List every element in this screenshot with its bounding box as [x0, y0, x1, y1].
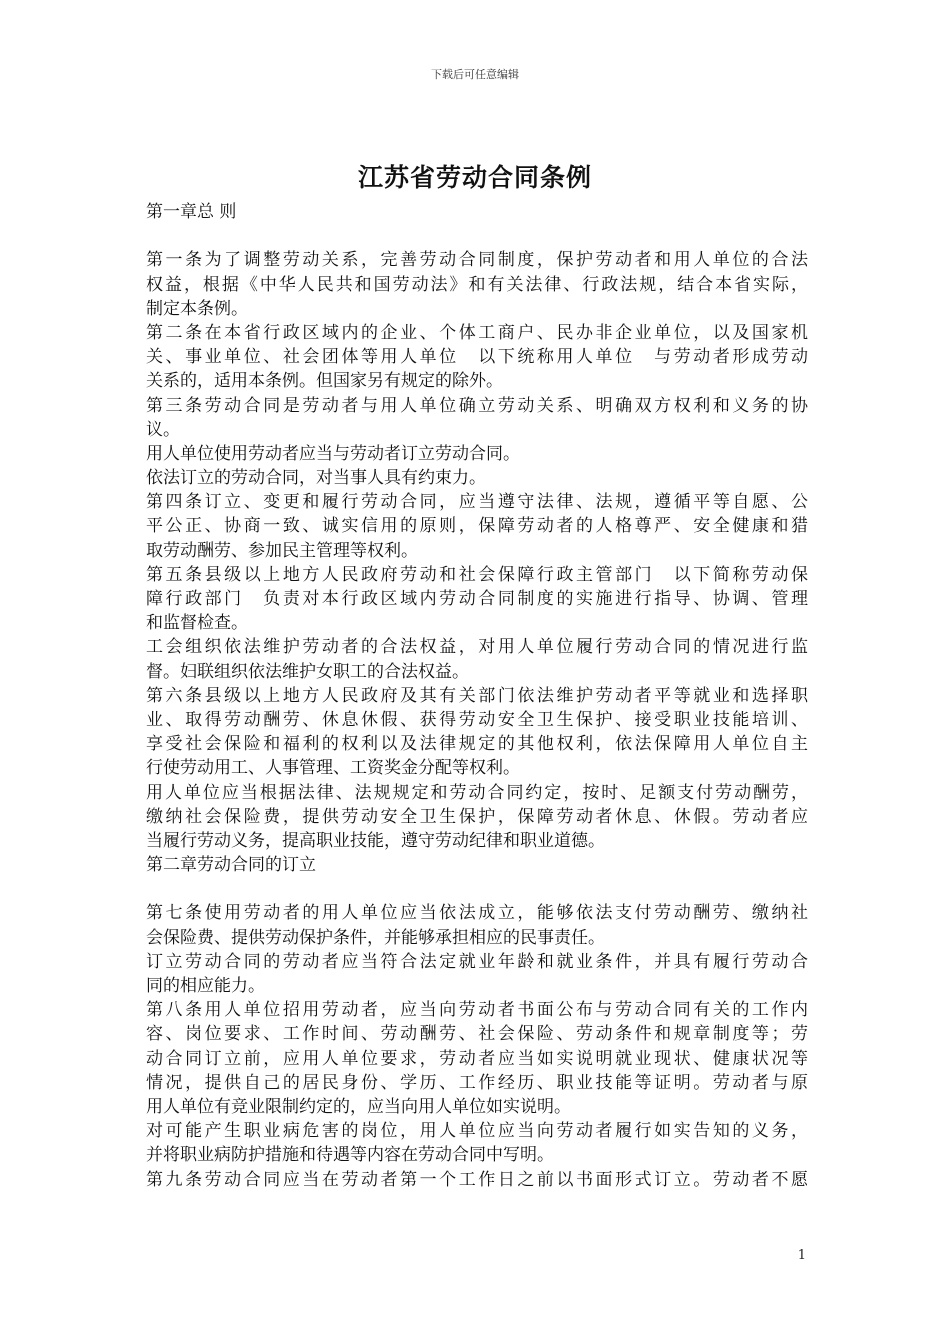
text-line: 同的相应能力。: [146, 976, 265, 996]
text-line: 第二条在本省行政区域内的企业、个体工商户、民办非企业单位，以及国家机: [146, 322, 808, 343]
text-line: 容、岗位要求、工作时间、劳动酬劳、社会保险、劳动条件和规章制度等；劳: [146, 1024, 808, 1045]
page-number: 1: [797, 1248, 806, 1263]
text-line: 依法订立的劳动合同，对当事人具有约束力。: [146, 468, 486, 489]
text-line: 动合同订立前，应用人单位要求，劳动者应当如实说明就业现状、健康状况等: [146, 1048, 808, 1069]
text-line: 第九条劳动合同应当在劳动者第一个工作日之前以书面形式订立。劳动者不愿: [146, 1169, 808, 1190]
text-line: 第一条为了调整劳动关系，完善劳动合同制度，保护劳动者和用人单位的合法: [146, 250, 808, 271]
text-line: 第一章总 则: [146, 202, 237, 222]
text-line: 关系的，适用本条例。但国家另有规定的除外。: [146, 371, 503, 392]
text-line: 平公正、协商一致、诚实信用的原则，保障劳动者的人格尊严、安全健康和猎: [146, 516, 808, 537]
document-body: [146, 200, 808, 1192]
text-line: 业、取得劳动酬劳、休息休假、获得劳动安全卫生保护、接受职业技能培训、: [146, 709, 808, 730]
text-line: 第五条县级以上地方人民政府劳动和社会保障行政主管部门 以下简称劳动保: [146, 564, 808, 585]
text-line: 享受社会保险和福利的权利以及法律规定的其他权利，依法保障用人单位自主: [146, 734, 808, 755]
text-line: 订立劳动合同的劳动者应当符合法定就业年龄和就业条件，并具有履行劳动合: [146, 951, 808, 972]
text-line: 权益，根据《中华人民共和国劳动法》和有关法律、行政法规，结合本省实际，: [146, 274, 808, 295]
blank-line: [146, 224, 808, 248]
text-line: 制定本条例。: [146, 298, 248, 319]
text-line: 工会组织依法维护劳动者的合法权益，对用人单位履行劳动合同的情况进行监: [146, 637, 808, 658]
text-line: 障行政部门 负责对本行政区域内劳动合同制度的实施进行指导、协调、管理: [146, 589, 808, 609]
text-line: 第七条使用劳动者的用人单位应当依法成立，能够依法支付劳动酬劳、缴纳社: [146, 903, 808, 924]
text-line: 会保险费、提供劳动保护条件，并能够承担相应的民事责任。: [146, 927, 605, 948]
text-line: 和监督检查。: [146, 613, 248, 634]
text-line: 第三条劳动合同是劳动者与用人单位确立劳动关系、明确双方权利和义务的协: [146, 395, 808, 416]
text-line: 缴纳社会保险费，提供劳动安全卫生保护，保障劳动者休息、休假。劳动者应: [146, 806, 808, 827]
text-line: 第四条订立、变更和履行劳动合同，应当遵守法律、法规，遵循平等自愿、公: [146, 492, 808, 513]
text-line: 用人单位应当根据法律、法规规定和劳动合同约定，按时、足额支付劳动酬劳，: [146, 782, 808, 803]
text-line: 第八条用人单位招用劳动者，应当向劳动者书面公布与劳动合同有关的工作内: [146, 1000, 808, 1021]
blank-line: [146, 877, 808, 901]
text-line: 情况，提供自己的居民身份、学历、工作经历、职业技能等证明。劳动者与原: [146, 1072, 808, 1093]
text-line: 用人单位使用劳动者应当与劳动者订立劳动合同。: [146, 443, 520, 464]
text-line: 并将职业病防护措施和待遇等内容在劳动合同中写明。: [146, 1145, 554, 1166]
text-line: 关、事业单位、社会团体等用人单位 以下统称用人单位 与劳动者形成劳动: [146, 347, 808, 368]
text-line: 对可能产生职业病危害的岗位，用人单位应当向劳动者履行如实告知的义务，: [146, 1121, 808, 1142]
page-header: 下载后可任意编辑: [431, 68, 519, 81]
text-line: 议。: [146, 419, 180, 440]
text-line: 第六条县级以上地方人民政府及其有关部门依法维护劳动者平等就业和选择职: [146, 685, 808, 706]
text-line: 行使劳动用工、人事管理、工资奖金分配等权利。: [146, 758, 520, 779]
document-title: 江苏省劳动合同条例: [357, 163, 592, 192]
text-line: 当履行劳动义务，提高职业技能，遵守劳动纪律和职业道德。: [146, 830, 605, 851]
text-line: 取劳动酬劳、参加民主管理等权利。: [146, 540, 418, 561]
text-line: 第二章劳动合同的订立: [146, 855, 316, 876]
text-line: 用人单位有竞业限制约定的，应当向用人单位如实说明。: [146, 1096, 571, 1117]
text-line: 督。妇联组织依法维护女职工的合法权益。: [146, 661, 469, 682]
